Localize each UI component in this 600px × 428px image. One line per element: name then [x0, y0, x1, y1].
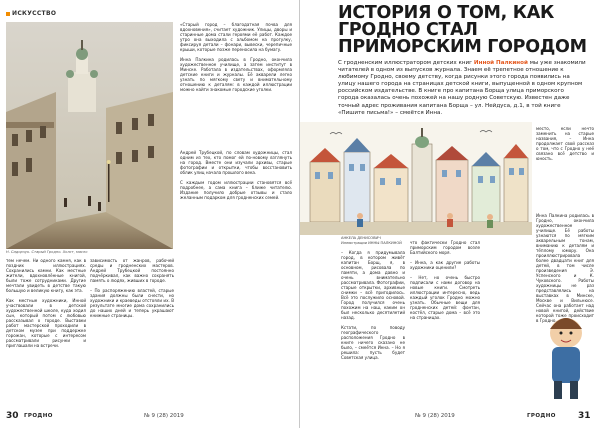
brand-right: ГРОДНО — [527, 413, 556, 419]
cityscape-painting-art — [6, 22, 173, 249]
right-column-3: место, если нечто заменить на старые названия, – Инна продолжает свой рассказ о том, что с Гродно у неё связано всё детство и юность. — [536, 126, 594, 161]
photo-caption: Н. Сидорчук. Старый Гродно. Холст, масло — [6, 250, 88, 254]
issue-right: № 9 (28) 2019 — [415, 413, 455, 419]
credit-label: Иллюстрации ИННЫ ПАЛКИНОЙ — [341, 240, 402, 245]
lead-before: С гродненским иллюстратором детских книг — [338, 60, 474, 66]
illustration-credit — [341, 236, 402, 245]
left-column-c: Андрей Трубецкой, по словам художницы, стал одним из тех, кто помог ей по-новому взглянуть на город. Вместе они изучали архивы, старые фотографии и открытки, чтобы восстановить облик улиц начала прошлого века. С каждым годом иллюстрации становятся всё подробнее, а сама книга – ближе читателю. Издание получило добрые отзывы и стало желанным подарком для гродненских семей. — [180, 150, 292, 200]
issue-left: № 9 (28) 2019 — [144, 413, 184, 419]
lead-after: мы уже знакомили читателей в одном из выпусков журнала. Знаем её трепетное отношение к любимому Гродно, своему детству, когда рисунки этого города появились на улицу нашего города на страницах детской книги, выпущенной в одном крупном российском издательстве. В книге про капитана Борща улица приморского города оказалась очень похожей на нашу родную Советскую. Известен даже точный адрес проживания капитана Борща – ул. Нейдуса, д.1, в той книге «Пишите письма!» – смеётся Инна. — [338, 60, 586, 116]
credit-author: АНКЕЛА ДЕНИСОВИЧ — [341, 236, 381, 240]
headline: ИСТОРИЯ О ТОМ, КАК ГРОДНО СТАЛ ПРИМОРСКИМ ГОРОДОМ — [338, 3, 587, 57]
left-column-a: тем нечем. Ни одного камня, как в поздних иллюстрациях. Сохранились камни. Как местные жители, вдохновлённые книгой, были тоже сотрудниками. Другие мечтали увидеть в детстве такую большую и великую книгу, как эта. Как местные художники, Инной участвовали в детской художественной школе, куда ходил сын, который потом с любовью рассказывал о городе. Выставки работ мастерской проходили в детском музее при поддержке горожан, которые с интересом рассматривали рисунки и приглашали на встречи. — [6, 258, 86, 348]
illustration-art — [300, 122, 532, 235]
brand-left: ГРОДНО — [24, 413, 53, 419]
lead-author: Инной Палкиной — [473, 60, 528, 66]
page-number-left: 30 — [6, 411, 19, 421]
left-column-d: зависимость от жанров, рабочей среды и гродненских мастеров. Андрей Трубецкой постоянно подчёркивал, как важно сохранять память о людях, живших в городе. – По распоряжению властей, старые здания должны были снести, но художники и краеведы отстояли их. В результате многие дома сохранились до наших дней и теперь украшают книжные страницы. — [90, 258, 174, 318]
right-column-2: что фактически Гродно стал приморским городом возле Балтийского моря. – Инна, а как другие работы художники оценили? – Нет, но очень быстро подписали с нами договор на новые книги. Смотреть иллюстрации интересно, ведь каждый уголок Гродно можно узнать. Обычные вещи для гродненских детей: фонтан, костёл, старые дома – всё это на страницах. — [410, 240, 480, 320]
right-column-4: Инна Палкина родилась в Гродно, окончила художественное училище. Её работы узнаются по мягким акварельным тонам, вниманию к деталям и тёплому юмору. Она проиллюстрировала более двадцати книг для детей, в том числе произведения Э. Успенского и К. Чуковского. Работы художницы не раз представлялись на выставках в Минске, Москве и Вильнюсе. Сейчас она работает над новой книгой, действие которой тоже происходит в Гродно. — [536, 213, 594, 323]
right-column-1: – Когда я придумывала город, в котором живёт капитан Борщ, я, в основном, рисовала по памяти, а дома давно и очень внимательно рассматривала. Фотографии, старые открытки, архивные снимки – всё пригодилось. Всё это послужило основой. Город получился очень похожим на наш, каким он был несколько десятилетий назад. Кстати, по поводу географического расположения Гродно в книге ничего сказано не было, – смеётся Инна. – Но я решила: пусть будет Советская улица. — [341, 250, 405, 360]
page-number-right: 31 — [578, 411, 591, 421]
section-tag: ИСКУССТВО — [6, 10, 56, 17]
left-column-b: «Старый город – благодатная почва для вдохновения», считает художник. Улицы, дворы и старинные дома стали героями её работ. Каждое утро она выходила с альбомом на прогулку, фиксируя детали – фонари, вывески, черепичные крыши, которые позже переносила на бумагу. Инна Палкина родилась в Гродно, окончила художественное училище, а затем институт в Минске. Работала в издательствах, оформляла детские книги и журналы. Её акварели легко узнать по мягкому свету и внимательному отношению к деталям: в каждой иллюстрации можно найти знакомые городские уголки. — [180, 22, 292, 92]
book-illustration — [300, 122, 532, 235]
cityscape-painting — [6, 22, 173, 249]
lead-paragraph — [338, 60, 586, 117]
right-page — [300, 0, 600, 428]
